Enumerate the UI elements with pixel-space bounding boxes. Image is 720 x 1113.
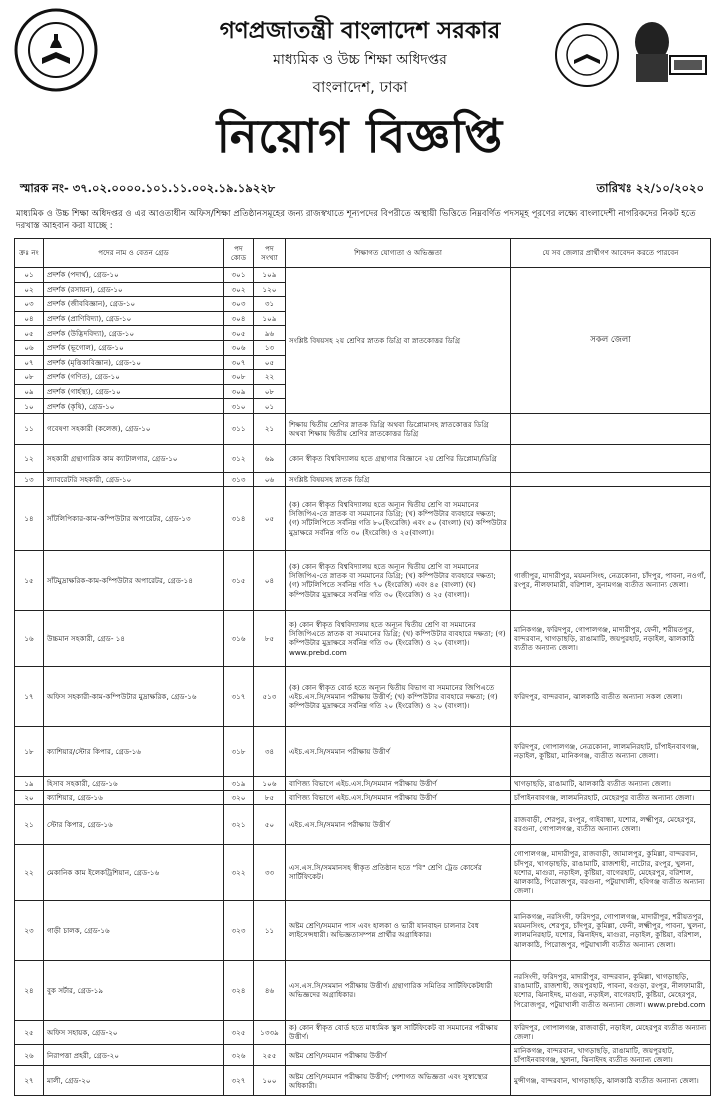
row-sl: ১৭ — [15, 666, 44, 726]
table-row — [15, 960, 711, 1020]
row-district — [511, 444, 711, 472]
row-count: ৫১৩ — [254, 666, 286, 726]
group-district: সকল জেলা — [511, 268, 711, 414]
table-row — [15, 472, 711, 486]
row-sl: ২৬ — [15, 1044, 44, 1065]
row-district: মুন্সীগঞ্জ, বান্দরবান, খাগড়াছড়ি, ঝালকাঠি ব্যতীত অন্যান্য জেলা। — [511, 1066, 711, 1096]
row-count: ১০৯ — [254, 268, 286, 283]
row-post: সাঁটলিপিকার-কাম-কম্পিউটার অপারেটর, গ্রেড-১৩ — [44, 486, 224, 550]
job-table — [14, 238, 711, 1096]
row-sl: ০৬ — [15, 340, 44, 355]
row-code: ৩০২ — [224, 282, 254, 297]
row-post: প্রদর্শক (মৃত্তিকাবিজ্ঞান), গ্রেড-১০ — [44, 355, 224, 370]
row-post: অফিস সহায়ক, গ্রেড-২০ — [44, 1020, 224, 1044]
location: বাংলাদেশ, ঢাকা — [312, 78, 408, 96]
col-code: পদ কোড — [224, 239, 254, 268]
row-post: ক্যাশিয়ার, গ্রেড-১৬ — [44, 790, 224, 804]
row-sl: ১০ — [15, 399, 44, 414]
row-qualification: (ক) কোন স্বীকৃত বিশ্ববিদ্যালয় হতে অন্যূন দ্বিতীয় শ্রেণি বা সমমানের সিজিপিএ-তে স্নাতক বা সমমানের ডিগ্রি; (খ) কম্পিউটার ব্যবহারে দক্ষতা; (গ) সাঁটলিপিতে সর্বনিম্ন গতি ৮০(ইংরেজি) এবং ৫০ (বাংলা) (ঘ) কম্পিউটার মুদ্রাক্ষরে সর্বনিম্ন গতি ৩০ (ইংরেজি) ও ২৫(বাংলা)। — [286, 486, 511, 550]
row-qualification: অষ্টম শ্রেণি/সমমান পরীক্ষায় উত্তীর্ণ; পেশাগত অভিজ্ঞতা এবং সুস্বাস্থ্যের অধিকারী। — [286, 1066, 511, 1096]
row-post: অফিস সহকারী-কাম-কম্পিউটার মুদ্রাক্ষরিক, গ্রেড-১৬ — [44, 666, 224, 726]
row-code: ৩০৭ — [224, 355, 254, 370]
row-code: ৩০৩ — [224, 297, 254, 312]
row-count: ৮৫ — [254, 610, 286, 666]
row-post: মেকানিক কাম ইলেকট্রিশিয়ান, গ্রেড-১৬ — [44, 844, 224, 900]
row-code: ৩১৯ — [224, 776, 254, 790]
row-sl: ২০ — [15, 790, 44, 804]
row-code: ৩১৮ — [224, 726, 254, 776]
row-code: ৩২৫ — [224, 1020, 254, 1044]
intro-paragraph: মাধ্যমিক ও উচ্চ শিক্ষা অধিদপ্তর ও এর আওতাধীন অফিস/শিক্ষা প্রতিষ্ঠানসমূহের জন্য রাজস্বখাতে শূন্যপদের বিপরীতে অস্থায়ী ভিত্তিতে নিম্নবর্ণিত পদসমূহ পূরণের লক্ষ্যে বাংলাদেশী নাগরিকদের নিকট হতে দরখাস্ত আহবান করা যাচ্ছে : — [16, 209, 696, 231]
row-code: ৩০৫ — [224, 326, 254, 341]
row-count: ০৫ — [254, 486, 286, 550]
row-district: খাগড়াছড়ি, রাঙামাটি, ঝালকাঠি ব্যতীত অন্যান্য জেলা। — [511, 776, 711, 790]
row-count: ৫০ — [254, 804, 286, 844]
row-count: ২৫৫ — [254, 1044, 286, 1065]
row-code: ৩০৯ — [224, 384, 254, 399]
row-count: ৩৪ — [254, 726, 286, 776]
row-post: প্রদর্শক (উদ্ভিদবিদ্যা), গ্রেড-১০ — [44, 326, 224, 341]
row-qualification: এস.এস.সি/সমমান পরীক্ষায় উত্তীর্ণ। গ্রন্থাগারিক সমিতির সার্টিফিকেটধারী অভিজ্ঞদের অগ্রাধিকার। — [286, 960, 511, 1020]
row-count: ০৪ — [254, 550, 286, 610]
row-district: চাঁপাইনবাবগঞ্জ, লালমনিরহাট, মেহেরপুর ব্যতীত অন্যান্য জেলা। — [511, 790, 711, 804]
row-sl: ২৪ — [15, 960, 44, 1020]
row-count: ৬৯ — [254, 444, 286, 472]
row-count: ১১ — [254, 900, 286, 960]
col-post: পদের নাম ও বেতন গ্রেড — [44, 239, 224, 268]
row-qualification: শিক্ষায় দ্বিতীয় শ্রেণির স্নাতক ডিগ্রি অথবা ডিপ্লোমাসহ স্নাতকোত্তর ডিগ্রি অথবা শিক্ষায় দ্বিতীয় শ্রেণির স্নাতকোত্তর ডিগ্রি — [286, 413, 511, 444]
row-count: ০৮ — [254, 384, 286, 399]
memo-date: তারিখঃ ২২/১০/২০২০ — [596, 181, 704, 195]
row-sl: ২৫ — [15, 1020, 44, 1044]
table-row — [15, 726, 711, 776]
table-row — [15, 610, 711, 666]
row-code: ৩১৪ — [224, 486, 254, 550]
row-qualification: অষ্টম শ্রেণি/সমমান পরীক্ষায় উত্তীর্ণ — [286, 1044, 511, 1065]
row-post: প্রদর্শক (কৃষি), গ্রেড-১০ — [44, 399, 224, 414]
row-sl: ২৭ — [15, 1066, 44, 1096]
row-post: স্টোর কিপার, গ্রেড-১৬ — [44, 804, 224, 844]
table-row — [15, 413, 711, 444]
row-sl: ২১ — [15, 804, 44, 844]
col-qual: শিক্ষাগত যোগ্যতা ও অভিজ্ঞতা — [286, 239, 511, 268]
row-code: ৩১৫ — [224, 550, 254, 610]
row-code: ৩১৬ — [224, 610, 254, 666]
row-post: গবেষণা সহকারী (কলেজ), গ্রেড-১০ — [44, 413, 224, 444]
row-code: ৩২৭ — [224, 1066, 254, 1096]
govt-title: গণপ্রজাতন্ত্রী বাংলাদেশ সরকার — [219, 18, 501, 44]
table-row — [15, 844, 711, 900]
row-count: ০৫ — [254, 355, 286, 370]
row-code: ৩০১ — [224, 268, 254, 283]
row-district — [511, 413, 711, 444]
row-sl: ০৭ — [15, 355, 44, 370]
row-post: প্রদর্শক (পদার্থ), গ্রেড-১০ — [44, 268, 224, 283]
table-header-row — [15, 239, 711, 268]
row-count: ১০০ — [254, 1066, 286, 1096]
row-sl: ১২ — [15, 444, 44, 472]
header — [0, 0, 720, 170]
row-district: মানিকগঞ্জ, নরসিংদী, ফরিদপুর, গোপালগঞ্জ, মাদারীপুর, শরীয়তপুর, ময়মনসিংহ, শেরপুর, চাঁদপুর, কুমিল্লা, ফেনী, লক্ষ্মীপুর, পাবনা, খুলনা, লালমনিরহাট, যশোর, ঝিনাইদহ, মাগুরা, নড়াইল, কুষ্টিয়া, বরিশাল, ঝালকাঠি, পিরোজপুর, পটুয়াখালী ব্যতীত অন্যান্য জেলা। — [511, 900, 711, 960]
col-district: যে সব জেলার প্রার্থীগণ আবেদন করতে পারবেন — [511, 239, 711, 268]
notice-title: নিয়োগ বিজ্ঞপ্তি — [216, 109, 504, 163]
row-sl: ০১ — [15, 268, 44, 283]
row-qualification: (ক) কোন স্বীকৃত বিশ্ববিদ্যালয় হতে অন্যূন দ্বিতীয় শ্রেণি বা সমমানের সিজিপিএ-তে স্নাতক বা সমমানের ডিগ্রি; (খ) কম্পিউটার ব্যবহারে দক্ষতা; (গ) সাঁটলিপিতে সর্বনিম্ন গতি ৭০ (ইংরেজি) এবং ৪৫ (বাংলা) (ঘ) কম্পিউটার মুদ্রাক্ষরে সর্বনিম্ন গতি ৩০ (ইংরেজি) ও ২৫ (বাংলা)। — [286, 550, 511, 610]
row-code: ৩০৮ — [224, 370, 254, 385]
row-sl: ১৮ — [15, 726, 44, 776]
row-count: ০১ — [254, 399, 286, 414]
col-sl: ক্রঃ নং — [15, 239, 44, 268]
table-row — [15, 268, 711, 283]
table-row — [15, 550, 711, 610]
row-code: ৩১১ — [224, 413, 254, 444]
row-sl: ০২ — [15, 282, 44, 297]
row-district: ফরিদপুর, বান্দরবান, ঝালকাঠি ব্যতীত অন্যান্য সকল জেলা। — [511, 666, 711, 726]
row-post: হিসাব সহকারী, গ্রেড-১৬ — [44, 776, 224, 790]
row-qualification: সংশ্লিষ্ট বিষয়সহ স্নাতক ডিগ্রি — [286, 472, 511, 486]
row-sl: ১৪ — [15, 486, 44, 550]
memo-ref: স্মারক নং- ৩৭.০২.০০০০.১০১.১১.০০২.১৯.১৯২২৮ — [20, 181, 276, 195]
row-count: ৩১ — [254, 297, 286, 312]
row-post: নিরাপত্তা প্রহরী, গ্রেড-২০ — [44, 1044, 224, 1065]
row-sl: ১৯ — [15, 776, 44, 790]
row-code: ৩১২ — [224, 444, 254, 472]
row-post: সাঁটমুদ্রাক্ষরিক-কাম-কম্পিউটার অপারেটর, গ্রেড-১৪ — [44, 550, 224, 610]
table-row — [15, 444, 711, 472]
row-post: ক্যাশিয়ার/স্টোর কিপার, গ্রেড-১৬ — [44, 726, 224, 776]
group-qualification: সংশ্লিষ্ট বিষয়সহ ২য় শ্রেণির স্নাতক ডিগ্রি বা স্নাতকোত্তর ডিগ্রি — [286, 268, 511, 414]
table-row — [15, 1066, 711, 1096]
row-count: ৮৫ — [254, 790, 286, 804]
row-post: ল্যাবরেটরি সহকারী, গ্রেড-১০ — [44, 472, 224, 486]
row-code: ৩২৩ — [224, 900, 254, 960]
table-row — [15, 666, 711, 726]
row-sl: ২২ — [15, 844, 44, 900]
table-row — [15, 486, 711, 550]
row-sl: ১১ — [15, 413, 44, 444]
row-post: মালী, গ্রেড-২০ — [44, 1066, 224, 1096]
table-row — [15, 1020, 711, 1044]
row-qualification: বাণিজ্য বিভাগে এইচ.এস.সি/সমমান পরীক্ষায় উত্তীর্ণ — [286, 776, 511, 790]
row-sl: ০৪ — [15, 311, 44, 326]
col-count: পদ সংখ্যা — [254, 239, 286, 268]
row-count: ১২০ — [254, 282, 286, 297]
row-district: ফরিদপুর, গোপালগঞ্জ, নেত্রকোনা, লালমনিরহাট, চাঁপাইনবাবগঞ্জ, নড়াইল, কুষ্টিয়া, মানিকগঞ্জ, ব্যতীত অন্যান্য জেলা। — [511, 726, 711, 776]
row-qualification: কোন স্বীকৃত বিশ্ববিদ্যালয় হতে গ্রন্থাগার বিজ্ঞানে ২য় শ্রেণির ডিপ্লোমা/ডিগ্রি — [286, 444, 511, 472]
row-post: গাড়ী চালক, গ্রেড-১৬ — [44, 900, 224, 960]
row-count: ১০৯ — [254, 311, 286, 326]
table-row — [15, 790, 711, 804]
row-count: ১০৬ — [254, 776, 286, 790]
row-count: ৩৩ — [254, 844, 286, 900]
row-code: ৩২০ — [224, 790, 254, 804]
row-district: গাজীপুর, মাদারীপুর, ময়মনসিংহ, নেত্রকোনা, চাঁদপুর, পাবনা, নওগাঁ, রংপুর, নীলফামারী, বরিশাল, সুনামগঞ্জ ব্যতীত অন্যান্য জেলা। — [511, 550, 711, 610]
row-sl: ০৯ — [15, 384, 44, 399]
row-code: ৩০৬ — [224, 340, 254, 355]
row-count: ০৬ — [254, 472, 286, 486]
row-count: ৪৬ — [254, 960, 286, 1020]
memo-line — [20, 180, 704, 199]
row-district: নরসিংদী, ফরিদপুর, মাদারীপুর, বান্দরবান, কুমিল্লা, খাগড়াছড়ি, রাঙামাটি, রাজশাহী, জয়পুরহাট, পাবনা, বগুড়া, রংপুর, নীলফামারী, যশোর, ঝিনাইদহ, মাগুরা, নড়াইল, বাগেরহাট, কুষ্টিয়া, মেহেরপুর, পিরোজপুর, পটুয়াখালী ব্যতীত অন্যান্য জেলা। www.prebd.com — [511, 960, 711, 1020]
row-sl: ১৩ — [15, 472, 44, 486]
row-post: প্রদর্শক (রসায়ন), গ্রেড-১০ — [44, 282, 224, 297]
row-district — [511, 486, 711, 550]
row-count: ৯৬ — [254, 326, 286, 341]
row-sl: ০৮ — [15, 370, 44, 385]
row-district — [511, 472, 711, 486]
row-count: ২১ — [254, 413, 286, 444]
row-post: প্রদর্শক (গার্হস্থ্য), গ্রেড-১০ — [44, 384, 224, 399]
row-code: ৩১০ — [224, 399, 254, 414]
row-qualification: অষ্টম শ্রেণি/সমমান পাস এবং হালকা ও ভারী যানবাহন চালনার বৈধ লাইসেন্সধারী। অভিজ্ঞতাসম্পন্ন প্রার্থীর অগ্রাধিকার। — [286, 900, 511, 960]
row-code: ৩১৩ — [224, 472, 254, 486]
row-qualification: এইচ.এস.সি/সমমান পরীক্ষায় উত্তীর্ণ — [286, 726, 511, 776]
row-post: বুক সর্টার, গ্রেড-১৯ — [44, 960, 224, 1020]
row-qualification: এইচ.এস.সি/সমমান পরীক্ষায় উত্তীর্ণ — [286, 804, 511, 844]
row-code: ৩২২ — [224, 844, 254, 900]
row-code: ৩২৪ — [224, 960, 254, 1020]
row-sl: ২৩ — [15, 900, 44, 960]
row-code: ৩২১ — [224, 804, 254, 844]
table-body — [15, 268, 711, 1096]
row-sl: ০৩ — [15, 297, 44, 312]
row-post: প্রদর্শক (প্রাণিবিদ্যা), গ্রেড-১০ — [44, 311, 224, 326]
row-code: ৩২৬ — [224, 1044, 254, 1065]
row-post: প্রদর্শক (ভূগোল), গ্রেড-১০ — [44, 340, 224, 355]
row-code: ৩১৭ — [224, 666, 254, 726]
row-post: উচ্চমান সহকারী, গ্রেড- ১৪ — [44, 610, 224, 666]
row-qualification: এস.এস.সি/সমমানসহ স্বীকৃত প্রতিষ্ঠান হতে "বি" শ্রেণি ট্রেড কোর্সের সার্টিফিকেট। — [286, 844, 511, 900]
row-district: মানিকগঞ্জ, বান্দরবান, খাগড়াছড়ি, রাঙামাটি, জয়পুরহাট, চাঁপাইনবাবগঞ্জ, খুলনা, ঝিনাইদহ ব্যতীত অন্যান্য জেলা। — [511, 1044, 711, 1065]
row-qualification: ক) কোন স্বীকৃত বিশ্ববিদ্যালয় হতে অন্যূন দ্বিতীয় শ্রেণি বা সমমানের সিজিপিএতে স্নাতক বা সমমানের ডিগ্রি; (খ) কম্পিউটার ব্যবহারে দক্ষতা; (গ) কম্পিউটার মুদ্রাক্ষরে সর্বনিম্ন গতি ৩০ (ইংরেজি) ও ২০ (বাংলা)। www.prebd.com — [286, 610, 511, 666]
row-count: ১৩ — [254, 340, 286, 355]
row-qualification: (ক) কোন স্বীকৃত বোর্ড হতে অন্যূন দ্বিতীয় বিভাগ বা সমমানের জিপিএতে এইচ.এস.সি/সমমান পরীক্ষায় উত্তীর্ণ; (খ) কম্পিউটার ব্যবহারে দক্ষতা; (গ) কম্পিউটার মুদ্রাক্ষরে সর্বনিম্ন গতি ২০ (ইংরেজি) ও ২০ (বাংলা)। — [286, 666, 511, 726]
row-district: রাজবাড়ী, শেরপুর, রংপুর, গাইবান্ধা, যশোর, লক্ষ্মীপুর, মেহেরপুর, বরগুনা, গোপালগঞ্জ, ব্যতীত অন্যান্য জেলা। — [511, 804, 711, 844]
row-count: ২২ — [254, 370, 286, 385]
row-district: ফরিদপুর, গোপালগঞ্জ, রাজবাড়ী, নড়াইল, মেহেরপুর ব্যতীত অন্যান্য জেলা। — [511, 1020, 711, 1044]
row-qualification: ক) কোন স্বীকৃত বোর্ড হতে মাধ্যমিক স্কুল সার্টিফিকেট বা সমমানের পরীক্ষায় উত্তীর্ণ। — [286, 1020, 511, 1044]
row-sl: ১৫ — [15, 550, 44, 610]
row-code: ৩০৪ — [224, 311, 254, 326]
row-post: প্রদর্শক (গণিত), গ্রেড-১০ — [44, 370, 224, 385]
department-name: মাধ্যমিক ও উচ্চ শিক্ষা অধিদপ্তর — [273, 52, 447, 68]
row-district: মানিকগঞ্জ, ফরিদপুর, গোপালগঞ্জ, মাদারীপুর, ফেনী, শরীয়তপুর, বান্দরবান, খাগড়াছড়ি, রাঙামাটি, জয়পুরহাট, নড়াইল, ঝালকাঠি ব্যতীত অন্যান্য জেলা। — [511, 610, 711, 666]
row-post: প্রদর্শক (জীববিজ্ঞান), গ্রেড-১০ — [44, 297, 224, 312]
row-post: সহকারী গ্রন্থাগারিক কাম ক্যাটালগার, গ্রেড-১০ — [44, 444, 224, 472]
table-row — [15, 804, 711, 844]
row-qualification: বাণিজ্য বিভাগে এইচ.এস.সি/সমমান পরীক্ষায় উত্তীর্ণ — [286, 790, 511, 804]
table-row — [15, 900, 711, 960]
row-sl: ১৬ — [15, 610, 44, 666]
row-sl: ০৫ — [15, 326, 44, 341]
table-row — [15, 776, 711, 790]
table-row — [15, 1044, 711, 1065]
row-count: ১৩৩৯ — [254, 1020, 286, 1044]
row-district: গোপালগঞ্জ, মাদারীপুর, রাজবাড়ী, জামালপুর, কুমিল্লা, বান্দরবান, চাঁদপুর, খাগড়াছড়ি, রাঙামাটি, রাজশাহী, নাটোর, রংপুর, খুলনা, যশোর, মাগুরা, নড়াইল, কুষ্টিয়া, বাগেরহাট, মেহেরপুর, বরিশাল, ঝালকাঠি, পিরোজপুর, বরগুনা, পটুয়াখালী, হবিগঞ্জ ব্যতীত অন্যান্য জেলা। — [511, 844, 711, 900]
